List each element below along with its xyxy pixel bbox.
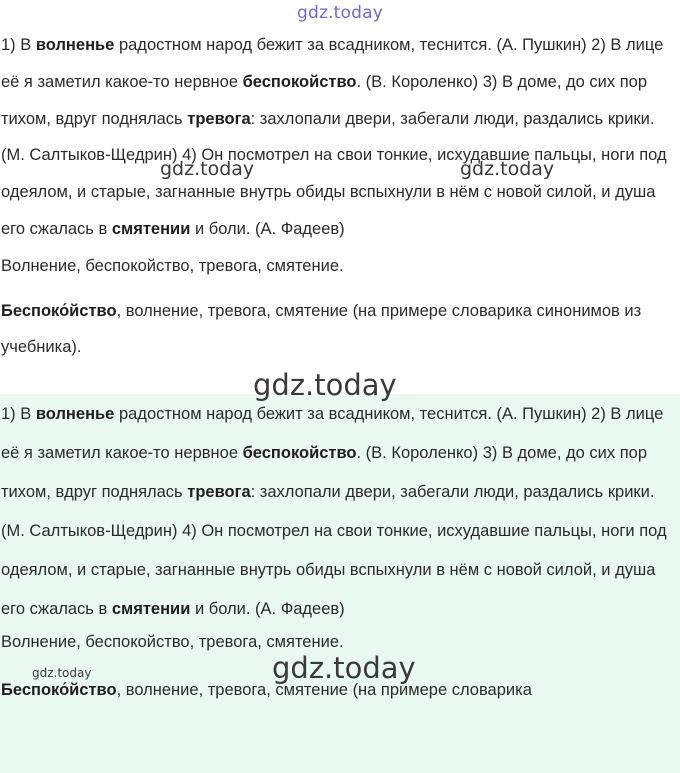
keyword-bespokoistvo: беспокойство <box>242 444 357 462</box>
section-1 <box>0 27 680 366</box>
keyword-volnenie: волненье <box>35 36 115 54</box>
keyword-trevoga: тревога <box>187 109 251 128</box>
keyword-trevoga: тревога <box>187 483 251 501</box>
keyword-volnenie: волненье <box>35 405 115 423</box>
watermark-top: gdz.today <box>296 3 384 23</box>
watermark: gdz.today <box>460 158 555 180</box>
summary-line: Волнение, беспокойство, тревога, смятение. <box>1 633 344 651</box>
keyword-bespokoistvo: беспокойство <box>242 72 357 91</box>
summary-line: Волнение, беспокойство, тревога, смятение. <box>1 256 344 275</box>
watermark: gdz.today <box>160 158 255 180</box>
examples-paragraph: 1) В волненье радостном народ бежит за всадником, теснится. (А. Пушкин) 2) В лице её я заметил какое-то нервное беспокойство. (В. Короленко) 3) В доме, до сих пор тихом, вдруг поднялась тревога: захлопали двери, забегали люди, раздались крики. (М. Салтыков-Щедрин) 4) Он посмотрел на свои тонкие, исхудавшие пальцы, ноги под одеялом, и старые, загнанные внутрь обиды вспыхнули в нём с новой силой, и душа его сжалась в смятении и боли. (А. Фадеев) <box>1 405 667 618</box>
keyword-smyatenie: смятении <box>111 600 191 618</box>
synonyms-headword: Беспоко́йство <box>1 301 117 320</box>
synonyms-paragraph: Беспоко́йство, волнение, тревога, смятение (на примере словарика <box>1 681 532 699</box>
synonyms-headword: Беспоко́йство <box>1 681 117 699</box>
watermark: gdz.today <box>253 368 397 402</box>
section-2 <box>0 394 680 773</box>
synonyms-paragraph: Беспоко́йство, волнение, тревога, смятение (на примере словарика синонимов из учебника). <box>1 301 642 357</box>
watermark: gdz.today <box>32 666 92 680</box>
watermark: gdz.today <box>272 651 416 685</box>
examples-paragraph: 1) В волненье радостном народ бежит за всадником, теснится. (А. Пушкин) 2) В лице её я заметил какое-то нервное беспокойство. (В. Короленко) 3) В доме, до сих пор тихом, вдруг поднялась тревога: захлопали двери, забегали люди, раздались крики. (М. Салтыков-Щедрин) 4) Он посмотрел на свои тонкие, исхудавшие пальцы, ноги под одеялом, и старые, загнанные внутрь обиды вспыхнули в нём с новой силой, и душа его сжалась в смятении и боли. (А. Фадеев) <box>1 36 667 238</box>
keyword-smyatenie: смятении <box>111 219 191 238</box>
